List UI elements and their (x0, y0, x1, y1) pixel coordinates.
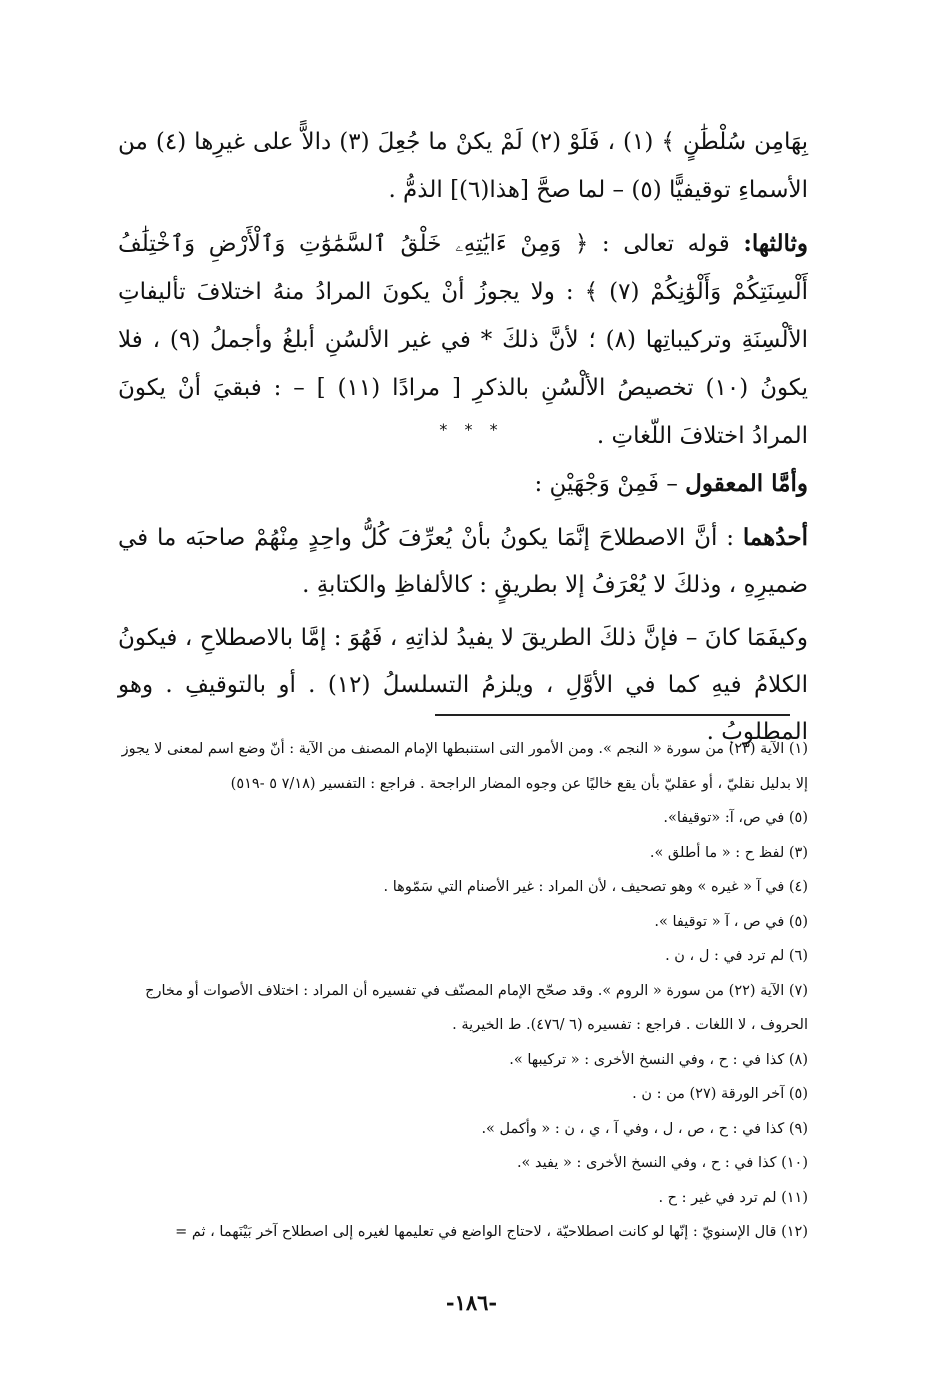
footnote: (٣) لفظ ح : « ما أطلق ». (649, 844, 808, 861)
section-separator: * * * (439, 420, 504, 439)
footnote: (٥) في ص، آ: «توقيفا». (663, 810, 808, 826)
section-heading-lead: وأمَّا المعقول (685, 470, 808, 497)
footnote: (٧) الآية (٢٢) من سورة « الروم ». وقد صحّح الإمام المصنّف في تفسيره أن المراد : اختلاف الأصوات أو مخارج الحروف ، لا اللغات . فراجع : تفسيره (٦ /٤٧٦). ط الخيرية . (145, 982, 808, 1033)
footnote: (٥) في ص ، آ « توقيفا ». (654, 913, 808, 930)
footnote-divider (435, 714, 790, 716)
footnote: (٥) آخر الورقة (٢٧) من : ن . (632, 1086, 808, 1102)
paragraph-2-lead: وثالثها: (743, 230, 808, 257)
footnote: (٦) لم ترد في : ل ، ن . (665, 948, 808, 964)
footnote: (٩) كذا في : ح ، ص ، ل ، وفي آ ، ي ، ن : « وأكمل ». (481, 1120, 808, 1137)
footnote: (١٢) قال الإسنويّ : إنّها لو كانت اصطلاحيّة ، لاحتاج الواضع في تعليمها لغيره إلى اصطلاح آخر بَيْنَهما ، ثم = (175, 1224, 808, 1240)
section-paragraph-1 (118, 514, 808, 609)
footnote: (٨) كذا في : ح ، وفي النسخ الأخرى : « تركيبها ». (509, 1051, 808, 1068)
section-heading (118, 460, 808, 508)
rational-section (118, 460, 808, 762)
page-number: -١٨٦- (445, 1290, 498, 1315)
footnote: (١) الآية (٢٣) من سورة « النجم ». ومن الأمور التى استنبطها الإمام المصنف من الآية : أنّ وضع اسم لمعنى لا يجوز إلا بدليل نقليّ ، أو عقليّ بأن يقع خاليًا عن وجوه المضار الراجحة . فراجع : التفسير (٧/١٨ ٥ -٥١٩) (121, 741, 808, 792)
footnotes (118, 732, 808, 1250)
paragraph-2-body: قوله تعالى : ﴿ وَمِنْ ءَايَٰتِهِۦ خَلْقُ ٱلسَّمَٰوَٰتِ وَٱلْأَرْضِ وَٱخْتِلَٰفُ أَلْسِنَتِكُمْ وَأَلْوَٰنِكُمْ (٧) ﴾ : ولا يجوزُ أنْ يكونَ المرادُ منهُ اختلافَ تأليفاتِ الألْسِنَةِ وتركيباتِها (٨) ؛ لأنَّ ذلكَ * في غير الألسُنِ أبلغُ وأجملُ (٩) ، فلا يكونُ (١٠) تخصيصُ الألْسُنِ بالذكرِ [ مرادًا (١١) ] – : فبقيَ أنْ يكونَ المرادُ اختلافَ اللّغاتِ . (118, 231, 808, 449)
section-paragraph-1-body: : أنَّ الاصطلاحَ إنَّمَا يكونُ بأنْ يُعرِّفَ كُلُّ واحِدٍ مِنْهُمْ صاحبَه ما في ضميرِهِ ، وذلكَ لا يُعْرَفُ إلا بطريقٍ : كالألفاظِ والكتابةِ . (118, 525, 808, 598)
section-paragraph-2: وكيفَمَا كانَ – فإنَّ ذلكَ الطريقَ لا يفيدُ لذاتِهِ ، فَهُوَ : إمَّا بالاصطلاحِ ، فيكونُ الكلامُ فيهِ كما في الأوَّلِ ، ويلزمُ التسلسلُ (١٢) . أو بالتوقيفِ . وهو المطلوبُ . (118, 625, 809, 745)
footnote: (١٠) كذا في : ح ، وفي النسخ الأخرى : « يفيد ». (516, 1155, 808, 1171)
footnote: (١١) لم ترد في غير : ح . (658, 1189, 808, 1206)
section-heading-rest: – فَمِنْ وَجْهَيْنِ : (534, 471, 686, 497)
section-paragraph-1-lead: أحدُهما (742, 524, 808, 551)
main-text (118, 118, 808, 460)
footnote: (٤) في آ « غيره » وهو تصحيف ، لأن المراد : غير الأصنام التي سَمّوها . (383, 879, 808, 895)
paragraph-1: بِهَامِن سُلْطَٰنٍ ﴾ (١) ، فَلَوْ (٢) لَمْ يكنْ ما جُعِلَ (٣) دالاًّ على غيرِها (٤) من الأسماءِ توقيفيًّا (٥) – لما صحَّ [هذا(٦)] الذمُّ . (118, 129, 808, 203)
